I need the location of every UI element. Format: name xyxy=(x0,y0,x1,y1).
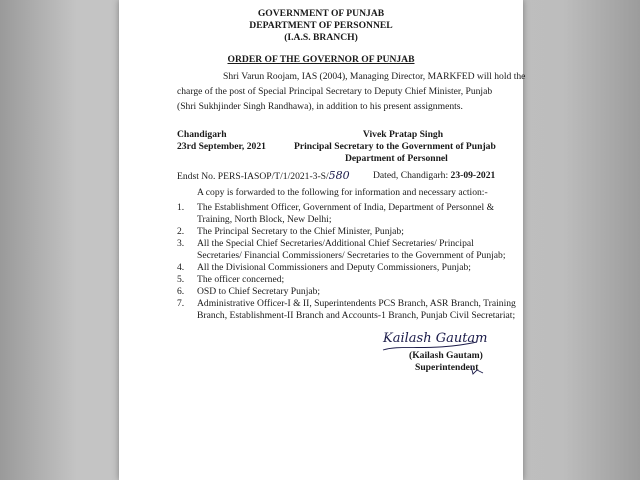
recipient-5-line-1: The officer concerned; xyxy=(197,274,285,285)
forward-note: A copy is forwarded to the following for information and necessary action:- xyxy=(197,187,488,198)
header-department: DEPARTMENT OF PERSONNEL xyxy=(249,20,393,31)
signatory-title-1: Principal Secretary to the Government of Punjab xyxy=(294,141,496,152)
endorsement-number-text: Endst No. PERS-IASOP/T/1/2021-3-S/ xyxy=(177,171,329,182)
recipient-3-line-2: Secretaries/ Financial Commissioners/ Secretaries to the Government of Punjab; xyxy=(197,250,506,261)
recipient-2-line-1: The Principal Secretary to the Chief Minister, Punjab; xyxy=(197,226,404,237)
recipient-1-number: 1. xyxy=(177,202,185,213)
recipient-3-line-1: All the Special Chief Secretaries/Additional Chief Secretaries/ Principal xyxy=(197,238,474,249)
endorsement-number xyxy=(177,170,350,183)
recipient-6-number: 6. xyxy=(177,286,185,297)
recipient-1-line-1: The Establishment Officer, Government of India, Department of Personnel & xyxy=(197,202,495,213)
header-branch: (I.A.S. BRANCH) xyxy=(284,32,358,43)
initials-mark xyxy=(469,364,485,376)
body-line-2: charge of the post of Special Principal Secretary to Deputy Chief Minister, Punjab xyxy=(177,86,493,97)
signatory-name: Vivek Pratap Singh xyxy=(362,129,444,140)
document-page xyxy=(119,0,526,480)
recipient-2-number: 2. xyxy=(177,226,185,237)
body-line-1: Shri Varun Roojam, IAS (2004), Managing Director, MARKFED will hold the xyxy=(223,71,526,82)
recipient-6-line-1: OSD to Chief Secretary Punjab; xyxy=(197,286,321,297)
superintendent-designation: Superintendent xyxy=(415,362,479,373)
recipient-4-line-1: All the Divisional Commissioners and Deputy Commissioners, Punjab; xyxy=(197,262,471,273)
recipient-7-line-2: Branch, Establishment-II Branch and Accounts-1 Branch, Punjab Civil Secretariat; xyxy=(197,310,516,321)
recipient-3-number: 3. xyxy=(177,238,185,249)
header-government: GOVERNMENT OF PUNJAB xyxy=(257,8,385,19)
place: Chandigarh xyxy=(177,129,227,140)
recipient-7-number: 7. xyxy=(177,298,185,309)
endorsement-dated-label: Dated, Chandigarh: xyxy=(373,170,449,181)
endorsement-dated xyxy=(373,170,495,182)
recipient-4-number: 4. xyxy=(177,262,185,273)
order-title: ORDER OF THE GOVERNOR OF PUNJAB xyxy=(227,54,415,65)
signatory-title-2: Department of Personnel xyxy=(345,153,448,164)
endorsement-number-handwritten: 580 xyxy=(328,169,350,182)
recipient-1-line-2: Training, North Block, New Delhi; xyxy=(197,214,332,225)
order-date: 23rd September, 2021 xyxy=(177,141,266,152)
recipient-5-number: 5. xyxy=(177,274,185,285)
handwritten-signature: Kailash Gautam xyxy=(383,331,488,346)
endorsement-dated-value: 23-09-2021 xyxy=(450,170,496,181)
recipient-7-line-1: Administrative Officer-I & II, Superintendents PCS Branch, ASR Branch, Training xyxy=(197,298,516,309)
superintendent-name: (Kailash Gautam) xyxy=(409,350,483,361)
body-line-3: (Shri Sukhjinder Singh Randhawa), in addition to his present assignments. xyxy=(177,101,463,112)
